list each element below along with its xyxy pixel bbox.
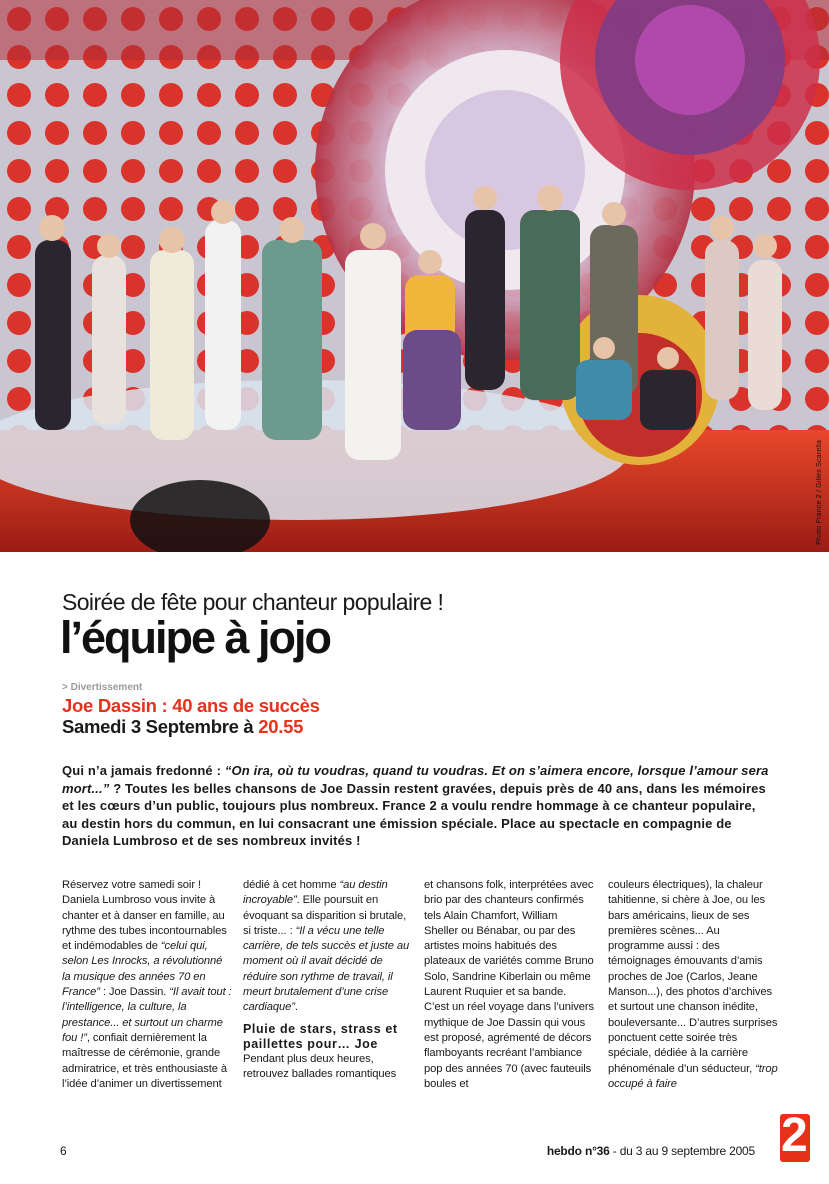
quote-run: “celui qui, selon Les Inrocks, a révolutionné la musique des années 70 en France” [62, 940, 223, 999]
page-title: l’équipe à jojo [60, 612, 331, 663]
body-column-3 [424, 878, 594, 1092]
text-run: : Joe Dassin. [99, 986, 170, 999]
intro-lead: Qui n’a jamais fredonné : [62, 763, 225, 778]
body-column-1 [62, 878, 232, 1092]
logo-glyph: 2 [781, 1114, 808, 1162]
column-text [62, 878, 232, 1092]
column-text: Pendant plus deux heures, retrouvez ballades romantiques [243, 1052, 397, 1080]
quote-run: “trop occupé à faire [608, 1062, 778, 1090]
text-run: couleurs électriques), la chaleur tahitienne, si chère à Joe, ou les bars américains, lieux de ses premières scènes... Au programme aussi : des témoignages émouvants d’amis proches de Joe (Carlos, Jeane Manson...), des photos d’archives et surtout une chanson inédite, bouleversante... D’autres surprises ponctuent cette soirée très spéciale, dédiée à la carrière phénoménale d’un séducteur, [608, 879, 778, 1075]
body-column-2 [243, 878, 413, 1082]
text-run: . Elle poursuit en évoquant sa disparition si brutale, si triste... : [243, 894, 407, 937]
stage-photo [0, 0, 829, 552]
column-text [243, 878, 413, 1016]
quote-run: “Il avait tout : l’intelligence, la culture, la prestance... et surtout un charme fou !” [62, 986, 232, 1044]
magazine-name: hebdo n°36 [546, 1144, 610, 1158]
page-number: 6 [60, 1144, 67, 1158]
issue-line [547, 1144, 755, 1158]
intro-rest: ? Toutes les belles chansons de Joe Dassin restent gravées, depuis près de 40 ans, dans les mémoires et les cœurs d’un public, toujours plus nombreux. France 2 a voulu rendre hommage à ce chanteur populaire, au destin hors du commun, en lui consacrant une émission spéciale. Place au spectacle en compagnie de Daniela Lumbroso et de ses nombreux invités ! [62, 780, 766, 848]
column-text [608, 878, 778, 1092]
intro-paragraph [62, 762, 774, 850]
subheading: Pluie de stars, strass et paillettes pour… Joe [243, 1021, 398, 1051]
rubric: > Divertissement [62, 682, 143, 693]
body-column-4 [608, 878, 778, 1092]
quote-run: “au destin incroyable” [243, 879, 388, 907]
broadcast-time: 20.55 [258, 716, 304, 737]
date-prefix: Samedi 3 Septembre à [62, 716, 259, 737]
issue-dates: - du 3 au 9 septembre 2005 [609, 1144, 755, 1158]
text-run: Réservez votre samedi soir ! Daniela Lumbroso vous invite à chanter et à danser en famille, au rythme des tubes incontournables et indémodables de [62, 879, 227, 953]
stage-illustration [0, 0, 829, 552]
show-title: Joe Dassin : 40 ans de succès [62, 695, 320, 716]
text-run: , confiait dernièrement la maîtresse de cérémonie, grande admiratrice, et très enthousiaste à l’idée d’animer un divertissement [62, 1031, 228, 1090]
france2-logo-icon [780, 1114, 810, 1162]
text-run: . [294, 1001, 298, 1014]
kicker: Soirée de fête pour chanteur populaire ! [62, 589, 444, 615]
column-text: et chansons folk, interprétées avec brio par des chanteurs confirmés tels Alain Chamfort, William Sheller ou Bénabar, ou par des artistes moins habitués des plateaux de variétés comme Bruno Solo, Sandrine Kiberlain ou même Laurent Ruquier et sa bande. C’est un réel voyage dans l’univers mythique de Joe Dassin qui vous est proposé, agrémenté de décors flamboyants recréant l’ambiance pop des années 70 (avec fauteuils boules et [424, 879, 594, 1090]
show-date [62, 716, 303, 738]
quote-run: “Il a vécu une telle carrière, de tels succès et juste au moment où il avait décidé de réduire son rythme de travail, il meurt brutalement d’une crise cardiaque” [243, 924, 410, 1014]
photo-credit: Photo France 2 / Gilles Scarella [816, 440, 823, 545]
intro-quote: “On ira, où tu voudras, quand tu voudras. Et on s’aimera encore, lorsque l’amour sera mort...” [62, 763, 769, 796]
text-run: dédié à cet homme [243, 879, 340, 891]
